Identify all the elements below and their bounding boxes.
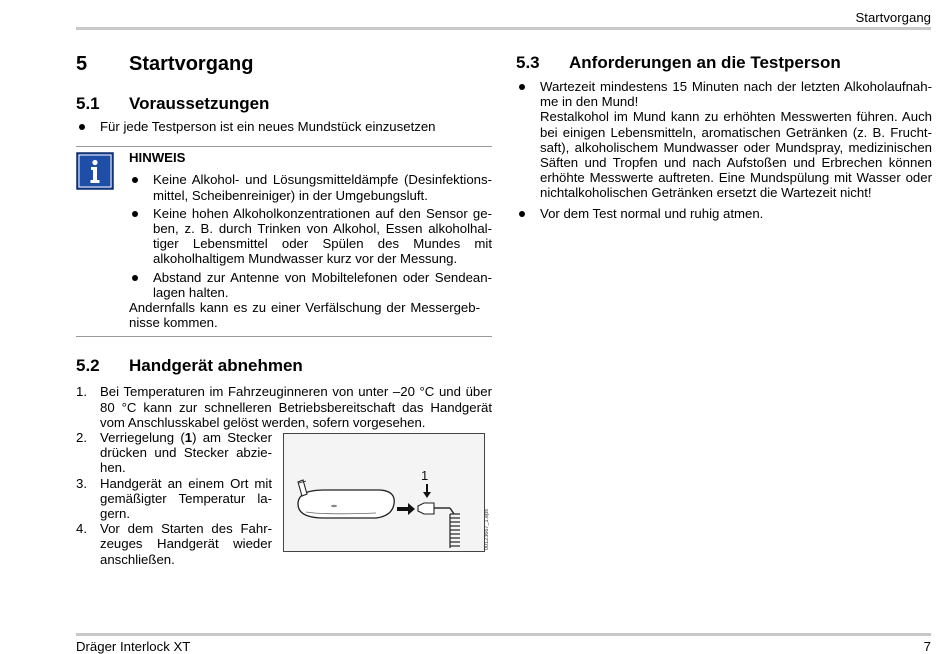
callout-ref: 1 (184, 430, 193, 446)
step-number: 1. (76, 384, 87, 400)
section-title: Anforderungen an die Testperson (569, 53, 841, 72)
left-column (76, 52, 492, 567)
list-item: Für jede Testperson ist ein neues Mundstück einzusetzen (76, 119, 492, 134)
step-number: 3. (76, 475, 87, 491)
list-item (76, 384, 492, 430)
page-number: 7 (923, 639, 931, 654)
step-number: 4. (76, 521, 87, 537)
step-text: Bei Temperaturen im Fahrzeuginneren von unter –20 °C und über 80 °C kann zur schnelleren Betriebsbereitschaft das Handgerät vom Anschlusskabel gelöst werden, sofern vorgesehen. (100, 384, 492, 430)
hint-list (129, 172, 492, 300)
section-number: 5.3 (516, 53, 540, 72)
chapter-title: Startvorgang (129, 53, 254, 75)
step-text-part: Verriegelung ( (100, 430, 185, 446)
list-item (76, 430, 272, 476)
header-rule (76, 27, 931, 30)
right-column (516, 52, 932, 221)
requirement-main: Vor dem Test normal und ruhig atmen. (540, 205, 764, 221)
footer-rule (76, 633, 931, 636)
section-heading-5-3 (516, 52, 932, 74)
hint-box (76, 146, 492, 337)
footer-product: Dräger Interlock XT (76, 639, 191, 654)
handset-illustration (284, 434, 484, 551)
test-person-requirements-list (516, 79, 932, 221)
step-text: Vor dem Starten des Fahr-zeuges Handgerät wieder anschließen. (100, 521, 272, 567)
handset-figure (283, 433, 490, 552)
arrow-down-icon (423, 484, 431, 498)
list-item: Abstand zur Antenne von Mobiltelefonen oder Sendean-lagen halten. (129, 270, 492, 300)
list-item (516, 79, 932, 201)
plug-connector (418, 503, 434, 514)
chapter-heading (76, 52, 492, 76)
section-number: 5.2 (76, 356, 100, 376)
section-title: Handgerät abnehmen (129, 356, 303, 376)
list-item: Keine Alkohol- und Lösungsmitteldämpfe (Desinfektions-mittel, Scheibenreiniger) in der Umgebungsluft. (129, 172, 492, 202)
running-header: Startvorgang (855, 10, 931, 25)
hint-title: HINWEIS (129, 150, 186, 166)
coiled-cable (450, 514, 460, 548)
step-text (100, 430, 272, 476)
chapter-number: 5 (76, 53, 88, 75)
requirement-main: Wartezeit mindestens 15 Minuten nach der letzten Alkoholaufnah-me in den Mund! (540, 79, 932, 110)
figure-code: 00123667_1.eps (484, 509, 490, 550)
section-heading-5-2 (76, 355, 492, 377)
arrow-right-icon (397, 503, 415, 515)
step-number: 2. (76, 430, 87, 446)
list-item (76, 521, 272, 567)
requirements-list (76, 119, 492, 134)
section-title: Voraussetzungen (129, 94, 270, 113)
section-number: 5.1 (76, 94, 100, 113)
list-item: Keine hohen Alkoholkonzentrationen auf den Sensor ge-ben, z. B. durch Trinken von Alkohol, Essen alkoholhal-tiger Lebensmittel oder Spülen des Mundes mit alkoholhaltigem Mundwasser kurz vor der Messung. (129, 206, 492, 267)
step-text: Handgerät an einem Ort mit gemäßigter Temperatur la-gern. (100, 475, 272, 522)
section-heading-5-1 (76, 93, 492, 115)
requirement-detail: Restalkohol im Mund kann zu erhöhten Messwerten führen. Auch bei einigen Lebensmitteln, aromatischen Getränken (z. B. Frucht-saft), alkoholischem Mundwasser oder Mundspray, medizinischen Säften und Tropfen und nach Aufstoßen und Erbrechen können erhöhte Messwerte auftreten. Eine Mundspülung mit Wasser oder nichtalkoholischen Getränken ersetzt die Wartezeit nicht! (540, 109, 932, 201)
hint-note: Andernfalls kann es zu einer Verfälschung der Messergeb-nisse kommen. (129, 300, 480, 331)
list-item (516, 206, 932, 221)
step-text-part: ) am Stecker drücken und Stecker abzie-hen. (100, 430, 273, 476)
info-icon (76, 152, 114, 190)
callout-number: 1 (421, 468, 429, 483)
list-item (76, 476, 272, 522)
